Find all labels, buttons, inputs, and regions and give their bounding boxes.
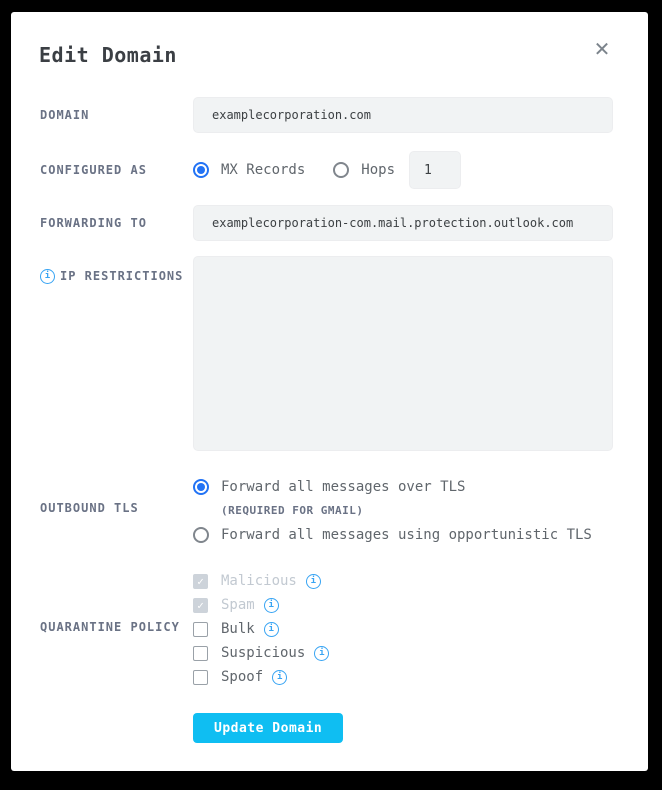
quarantine-option-spoof [193, 665, 613, 689]
quarantine-option-spam [193, 593, 613, 617]
domain-input[interactable] [193, 97, 613, 133]
spam-checkbox-label: Spam [221, 597, 255, 613]
tls-required-radio[interactable] [193, 479, 209, 495]
suspicious-checkbox[interactable] [193, 646, 208, 661]
ip-restrictions-info-icon[interactable]: i [40, 269, 55, 284]
tls-required-radio-label: Forward all messages over TLS [221, 479, 466, 495]
spoof-checkbox[interactable] [193, 670, 208, 685]
tls-required-note: (REQUIRED FOR GMAIL) [221, 504, 364, 517]
configured-as-row [40, 151, 613, 189]
ip-restrictions-textarea[interactable] [193, 256, 613, 451]
suspicious-info-icon[interactable]: i [314, 646, 329, 661]
edit-domain-form [11, 97, 648, 743]
forwarding-to-input[interactable] [193, 205, 613, 241]
ip-restrictions-label: IP RESTRICTIONS [60, 269, 184, 283]
outbound-tls-row [40, 475, 613, 547]
modal-header [11, 12, 648, 67]
domain-row [40, 97, 613, 133]
domain-label: DOMAIN [40, 108, 90, 122]
close-icon[interactable]: ✕ [591, 38, 613, 60]
spoof-info-icon[interactable]: i [272, 670, 287, 685]
hops-radio-label: Hops [361, 162, 396, 178]
update-domain-button[interactable]: Update Domain [193, 713, 343, 743]
quarantine-policy-row [40, 569, 613, 689]
quarantine-policy-label: QUARANTINE POLICY [40, 620, 180, 634]
modal-title: Edit Domain [39, 43, 177, 67]
malicious-info-icon[interactable]: i [306, 574, 321, 589]
bulk-info-icon[interactable]: i [264, 622, 279, 637]
suspicious-checkbox-label: Suspicious [221, 645, 306, 661]
mx-records-radio[interactable] [193, 162, 209, 178]
mx-records-radio-label: MX Records [221, 162, 306, 178]
quarantine-option-bulk [193, 617, 613, 641]
spam-checkbox: ✓ [193, 598, 208, 613]
spam-info-icon[interactable]: i [264, 598, 279, 613]
malicious-checkbox: ✓ [193, 574, 208, 589]
bulk-checkbox[interactable] [193, 622, 208, 637]
bulk-checkbox-label: Bulk [221, 621, 255, 637]
tls-opportunistic-radio[interactable] [193, 527, 209, 543]
configured-as-label: CONFIGURED AS [40, 163, 147, 177]
forwarding-to-row [40, 205, 613, 241]
tls-opportunistic-radio-label: Forward all messages using opportunistic TLS [221, 527, 592, 543]
hops-radio[interactable] [333, 162, 349, 178]
actions-row [40, 713, 613, 743]
quarantine-option-suspicious [193, 641, 613, 665]
hops-count-input[interactable] [409, 151, 461, 189]
outbound-tls-label: OUTBOUND TLS [40, 501, 139, 515]
edit-domain-modal [11, 12, 648, 771]
quarantine-option-malicious [193, 569, 613, 593]
ip-restrictions-row [40, 256, 613, 455]
forwarding-to-label: FORWARDING TO [40, 216, 147, 230]
malicious-checkbox-label: Malicious [221, 573, 297, 589]
spoof-checkbox-label: Spoof [221, 669, 264, 685]
